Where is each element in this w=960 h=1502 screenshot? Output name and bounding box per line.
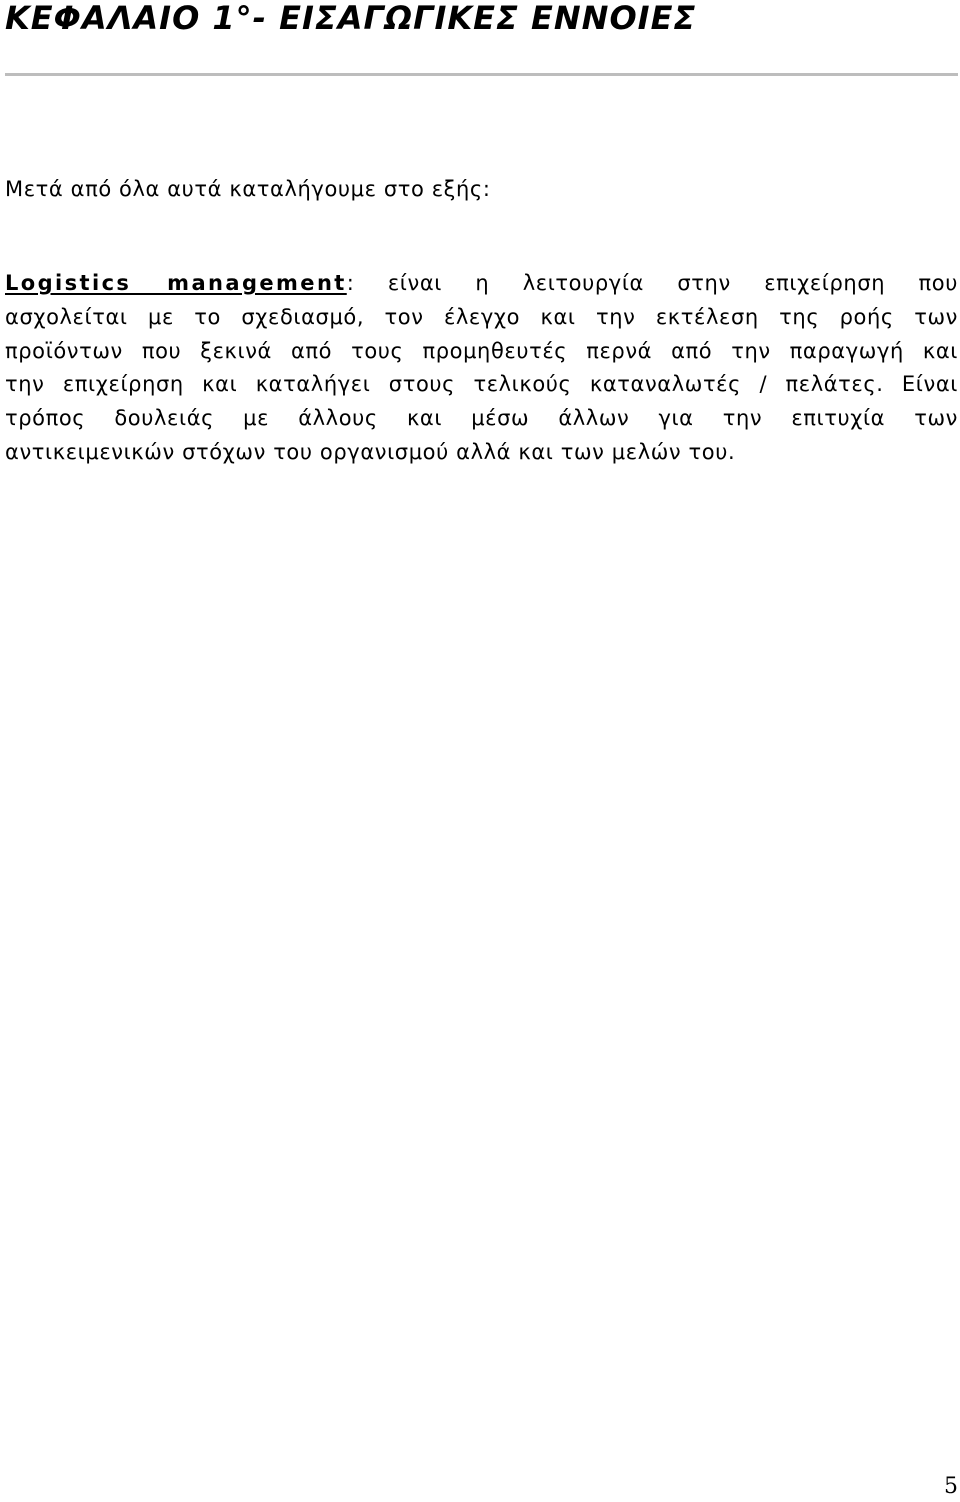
chapter-title: ΚΕΦΑΛΑΙΟ 1°- ΕΙΣΑΓΩΓΙΚΕΣ ΕΝΝΟΙΕΣ [5,0,697,37]
definition-line-3: προϊόντων που ξεκινά από τους προμηθευτές περνά από την παραγωγή και [5,338,958,363]
definition-line-1 [5,267,958,301]
definition-line-1-text: είναι η λειτουργία στην επιχείρηση που [387,271,958,295]
intro-paragraph: Μετά από όλα αυτά καταλήγουμε στο εξής: [5,177,491,201]
definition-line-2: ασχολείται με το σχεδιασμό, τον έλεγχο και την εκτέλεση της ροής των [5,304,958,329]
header-divider [5,73,958,76]
definition-paragraph [5,267,958,470]
defined-term: Logistics management [5,271,347,295]
term-separator: : [346,271,355,295]
definition-line-6: αντικειμενικών στόχων του οργανισμού αλλά και των μελών του. [5,439,736,464]
definition-line-4: την επιχείρηση και καταλήγει στους τελικούς καταναλωτές / πελάτες. Είναι [5,372,958,397]
page-header [5,0,955,36]
definition-line-5: τρόπος δουλειάς με άλλους και μέσω άλλων για την επιτυχία των [5,406,958,431]
page-number: 5 [944,1474,958,1499]
